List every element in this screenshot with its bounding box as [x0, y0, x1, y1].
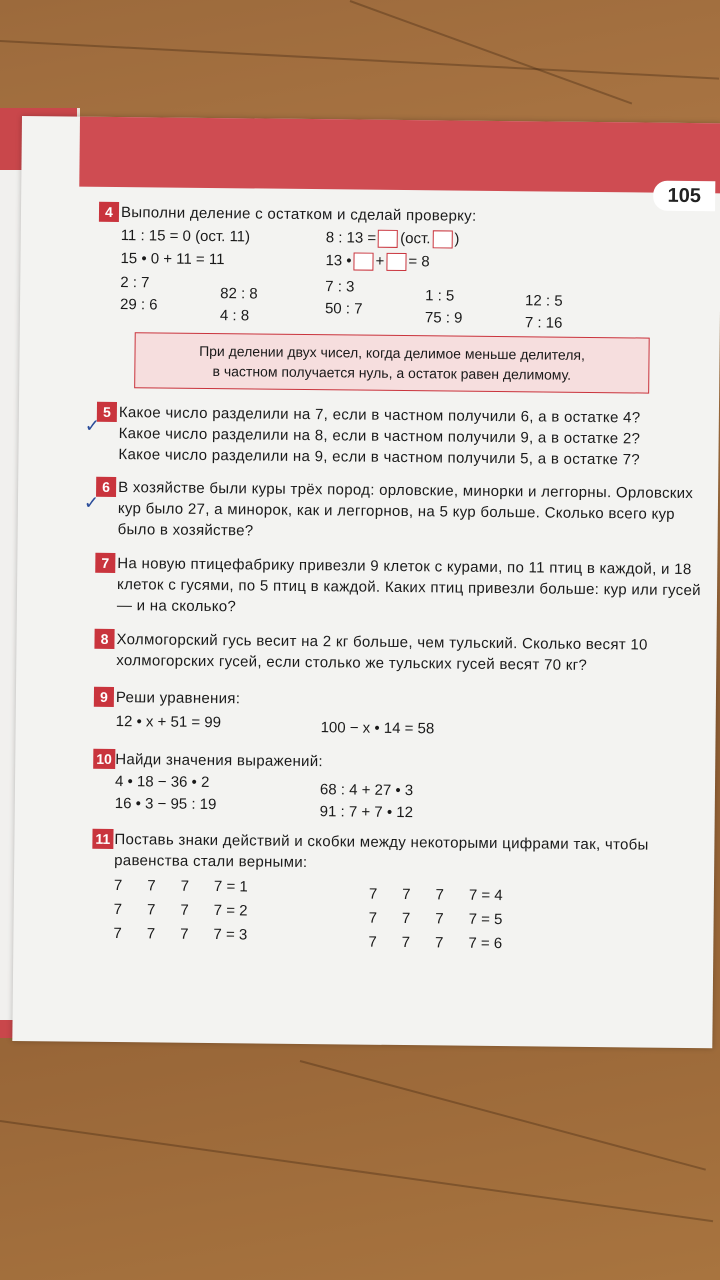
page-content	[83, 197, 711, 953]
rule-text: в частном получается нуль, а остаток равен делимому.	[212, 363, 572, 383]
division-item: 50 : 7	[324, 300, 363, 318]
task-line: Какое число разделили на 8, если в частном получили 9, а в остатке 2?	[118, 425, 641, 448]
division-item: 29 : 6	[119, 296, 158, 314]
answer-box[interactable]	[378, 230, 398, 248]
expr-text: (ост.	[400, 229, 431, 248]
task-title: Поставь знаки действий и скобки между некоторыми цифрами так, чтобы равенства стали верными:	[114, 831, 649, 872]
equality-row: 7 7 7 7 = 1	[113, 877, 248, 896]
task-text: На новую птицефабрику привезли 9 клеток с курами, по 11 птиц в каждой, и 18 клеток с гусями, по 5 птиц в каждой. Каких птиц привезли больше: кур или гусей — и на сколько?	[116, 555, 701, 616]
expr-text: )	[454, 230, 460, 248]
task-text: В хозяйстве были куры трёх пород: орловские, минорки и леггорны. Орловских кур было 27, а минорок, как и леггорнов, на 5 кур больше. Сколько всего кур было в хозяйстве?	[117, 479, 694, 540]
rule-box	[134, 332, 650, 393]
checkmark-icon: ✓	[83, 492, 100, 513]
answer-box[interactable]	[354, 253, 374, 271]
task-number: 6	[96, 477, 116, 497]
task-6	[83, 477, 709, 546]
equality-row: 7 7 7 7 = 4	[368, 885, 503, 905]
division-item: 2 : 7	[120, 274, 150, 292]
division-item: 12 : 5	[525, 292, 563, 310]
expr-text: 13 •	[325, 252, 352, 270]
expr-text: = 8	[408, 253, 430, 271]
equality-row: 7 7 7 7 = 2	[113, 901, 248, 920]
equation: 100 − x • 14 = 58	[320, 719, 435, 738]
rule-text: При делении двух чисел, когда делимое меньше делителя,	[199, 342, 586, 363]
division-item: 82 : 8	[220, 285, 258, 303]
task-9	[99, 687, 706, 738]
example-line: 11 : 15 = 0 (ост. 11)	[120, 227, 251, 246]
textbook-page	[12, 116, 720, 1048]
checkmark-icon: ✓	[84, 415, 100, 436]
task-text: Холмогорский гусь весит на 2 кг больше, чем тульский. Сколько весят 10 холмогорских гусей, если столько же тульских гусей весят 70 кг?	[116, 631, 648, 674]
example-line	[326, 229, 460, 248]
task-4	[105, 202, 711, 383]
task-title: Найди значения выражений:	[115, 751, 324, 771]
task-number: 4	[99, 202, 119, 222]
expression: 16 • 3 − 95 : 19	[114, 795, 217, 814]
task-8	[100, 629, 706, 677]
answer-box[interactable]	[386, 253, 406, 271]
equality-row: 7 7 7 7 = 6	[368, 933, 503, 953]
expression: 91 : 7 + 7 • 12	[319, 803, 414, 822]
division-item: 7 : 16	[524, 314, 563, 332]
task-number: 8	[94, 629, 114, 649]
page-header-band	[79, 117, 720, 194]
task-11	[95, 829, 704, 953]
task-line: Какое число разделили на 9, если в частном получили 5, а в остатке 7?	[118, 446, 641, 469]
task-10	[96, 749, 705, 822]
division-item: 1 : 5	[425, 287, 455, 305]
division-item: 4 : 8	[219, 307, 250, 325]
expression: 4 • 18 − 36 • 2	[114, 773, 210, 791]
answer-box[interactable]	[432, 230, 452, 248]
task-number: 9	[94, 687, 114, 707]
division-item: 75 : 9	[424, 309, 463, 327]
task-title: Реши уравнения:	[115, 689, 241, 708]
expr-text: 8 : 13 =	[325, 229, 377, 247]
task-5	[84, 402, 709, 471]
expression: 68 : 4 + 27 • 3	[319, 781, 414, 800]
example-line: 15 • 0 + 11 = 11	[120, 250, 225, 269]
task-7	[101, 553, 708, 622]
task-number: 10	[93, 749, 115, 769]
task-line: Какое число разделили на 7, если в частном получили 6, а в остатке 4?	[118, 404, 641, 427]
task-number: 7	[95, 553, 115, 573]
equality-row: 7 7 7 7 = 3	[113, 925, 248, 944]
task-number: 11	[92, 829, 113, 849]
task-title: Выполни деление с остатком и сделай проверку:	[120, 204, 477, 225]
equality-row: 7 7 7 7 = 5	[368, 909, 503, 929]
equation: 12 • x + 51 = 99	[115, 713, 222, 732]
division-item: 7 : 3	[325, 278, 355, 296]
expr-text: +	[375, 252, 385, 270]
page-number: 105	[653, 181, 715, 212]
task-number: 5	[97, 402, 117, 422]
example-line	[325, 252, 429, 271]
